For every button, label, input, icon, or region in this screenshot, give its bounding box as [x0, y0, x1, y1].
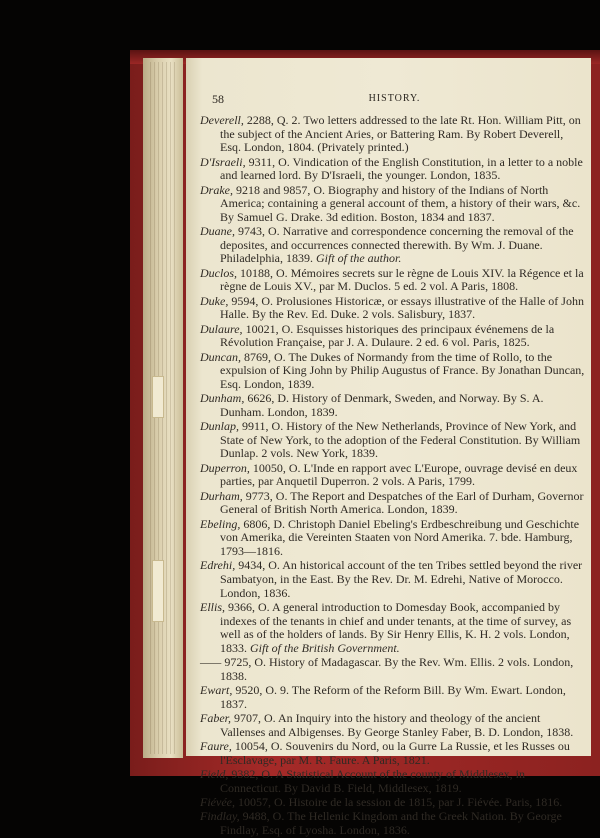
entry-text: 10188, O. Mémoires secrets sur le règne de Louis XIV. la Régence et la règne de Louis XV., par M. Duclos. 5 ed. 2 vol. A Paris, 1808.	[220, 265, 584, 294]
catalog-entry	[200, 184, 587, 225]
catalog-entry	[200, 295, 587, 322]
catalog-entry	[200, 518, 587, 559]
entry-text: 6806, D. Christoph Daniel Ebeling's Erdbeschreibung und Geschichte von Amerika, die Vereinten Staaten von Nord Amerika. 7. bde. Hamburg, 1793—1816.	[220, 516, 580, 558]
entry-author: Dunlap,	[200, 419, 239, 434]
entry-text: 9382, O. A Statistical Account of the county of Middlesex, in Connecticut. By David B. Field, Middlesex, 1819.	[220, 767, 525, 795]
entry-author: Duane,	[200, 224, 235, 239]
catalog-entry	[200, 656, 587, 683]
entry-author: Findlay,	[200, 809, 240, 824]
book-page	[186, 58, 591, 838]
entry-author: Field,	[200, 767, 229, 782]
catalog-entry	[200, 740, 587, 767]
catalog-entry	[200, 684, 587, 711]
entry-author: Durham,	[200, 488, 243, 503]
catalog-entries	[200, 114, 587, 838]
entry-text: 9743, O. Narrative and correspondence concerning the removal of the deposites, and occurrences connected therewith. By Wm. J. Duane. Philadelphia, 1839.	[220, 224, 574, 266]
entry-author: Ebeling,	[200, 516, 241, 531]
entry-author: Duperron,	[200, 460, 250, 475]
entry-author: ——	[200, 655, 222, 670]
running-head: HISTORY.	[368, 93, 421, 104]
entry-text: 9218 and 9857, O. Biography and history of the Indians of North America; containing a general account of them, a history of their wars, &c. By Samuel G. Drake. 3d edition. Boston, 1834 and 1837.	[220, 182, 581, 224]
entry-author: D'Israeli,	[200, 154, 246, 169]
catalog-entry	[200, 712, 587, 739]
entry-author: Faber,	[200, 711, 231, 726]
catalog-entry	[200, 601, 587, 655]
catalog-entry	[200, 420, 587, 461]
entry-author: Duclos,	[200, 265, 237, 280]
entry-text: 9488, O. The Hellenic Kingdom and the Greek Nation. By George Findlay, Esq. of Lyosha. London, 1836.	[220, 809, 562, 838]
catalog-entry	[200, 810, 587, 837]
catalog-entry	[200, 323, 587, 350]
entry-text: 10054, O. Souvenirs du Nord, ou la Gurre La Russie, et les Russes ou l'Esclavage, par M. R. Faure. A Paris, 1821.	[220, 739, 570, 767]
catalog-entry	[200, 267, 587, 294]
entry-text: 9594, O. Prolusiones Historicæ, or essays illustrative of the Halle of John Halle. By the Rev. Ed. Duke. 2 vols. Salisbury, 1837.	[220, 293, 584, 322]
catalog-entry	[200, 796, 587, 810]
page-tab	[152, 376, 164, 418]
catalog-entry	[200, 225, 587, 266]
entry-text: 9707, O. An Inquiry into the history and theology of the ancient Vallenses and Albigenses. By George Stanley Faber, B. D. London, 1838.	[220, 711, 574, 739]
catalog-entry	[200, 392, 587, 419]
entry-gift-note: Gift of the author.	[316, 251, 402, 266]
entry-author: Deverell,	[200, 113, 244, 127]
entry-gift-note: Gift of the British Government.	[250, 640, 400, 655]
entry-author: Drake,	[200, 182, 233, 197]
entry-text: 9366, O. A general introduction to Domesday Book, accompanied by indexes of the tenants in chief and under tenants, at the time of survey, as well as of the holders of lands. By Sir Henry Ellis, K. H. 2 vols. London, 1833.	[220, 599, 572, 655]
catalog-entry	[200, 351, 587, 392]
entry-text: 9311, O. Vindication of the English Constitution, in a letter to a noble and learned lord. By D'Israeli, the younger. London, 1835.	[220, 154, 583, 183]
catalog-entry	[200, 768, 587, 795]
entry-author: Duncan,	[200, 349, 241, 364]
catalog-entry	[200, 114, 587, 155]
entry-text: 10021, O. Esquisses historiques des principaux événemens de la Révolution Française, par J. A. Dulaure. 2 ed. 6 vol. Paris, 1825.	[220, 321, 555, 350]
entry-text: 6626, D. History of Denmark, Sweden, and Norway. By S. A. Dunham. London, 1839.	[220, 391, 544, 419]
entry-text: 9773, O. The Report and Despatches of the Earl of Durham, Governor General of British North America. London, 1839.	[220, 488, 584, 517]
entry-author: Duke,	[200, 293, 229, 308]
entry-text: 10050, O. L'Inde en rapport avec L'Europe, ouvrage devisé en deux parties, par Anquetil Duperron. 2 vols. A Paris, 1799.	[220, 460, 578, 489]
page-tab	[152, 560, 164, 622]
entry-author: Dunham,	[200, 391, 245, 406]
entry-text: 2288, Q. 2. Two letters addressed to the late Rt. Hon. William Pitt, on the subject of the Ancient Aries, or Battering Ram. By Robert Deverell, Esq. London, 1804. (Privately printed.)	[220, 113, 581, 155]
entry-author: Edrehi,	[200, 558, 236, 573]
entry-text: 9911, O. History of the New Netherlands, Province of New York, and State of New York, to the adoption of the Federal Constitution. By William Dunlap. 2 vols. New York, 1839.	[220, 419, 581, 461]
entry-author: Ewart,	[200, 683, 233, 698]
entry-text: 9520, O. 9. The Reform of the Reform Bill. By Wm. Ewart. London, 1837.	[220, 683, 566, 711]
page-number: 58	[212, 92, 224, 106]
entry-text: 8769, O. The Dukes of Normandy from the time of Rollo, to the expulsion of King John by Philip Augustus of France. By Jonathan Duncan, Esq. London, 1839.	[220, 349, 585, 391]
entry-author: Faure,	[200, 739, 232, 754]
catalog-entry	[200, 559, 587, 600]
page-header	[212, 92, 577, 106]
entry-author: Dulaure,	[200, 321, 243, 336]
catalog-entry	[200, 490, 587, 517]
catalog-entry	[200, 462, 587, 489]
entry-text: 9434, O. An historical account of the ten Tribes settled beyond the river Sambatyon, in the East. By the Rev. Dr. M. Edrehi, Native of Morocco. London, 1836.	[220, 558, 583, 600]
catalog-entry	[200, 156, 587, 183]
entry-text: 10057, O. Histoire de la session de 1815, par J. Fiévée. Paris, 1816.	[234, 795, 563, 810]
entry-author: Fiévée,	[200, 795, 235, 810]
entry-text: 9725, O. History of Madagascar. By the Rev. Wm. Ellis. 2 vols. London, 1838.	[220, 655, 574, 683]
entry-author: Ellis,	[200, 599, 226, 614]
